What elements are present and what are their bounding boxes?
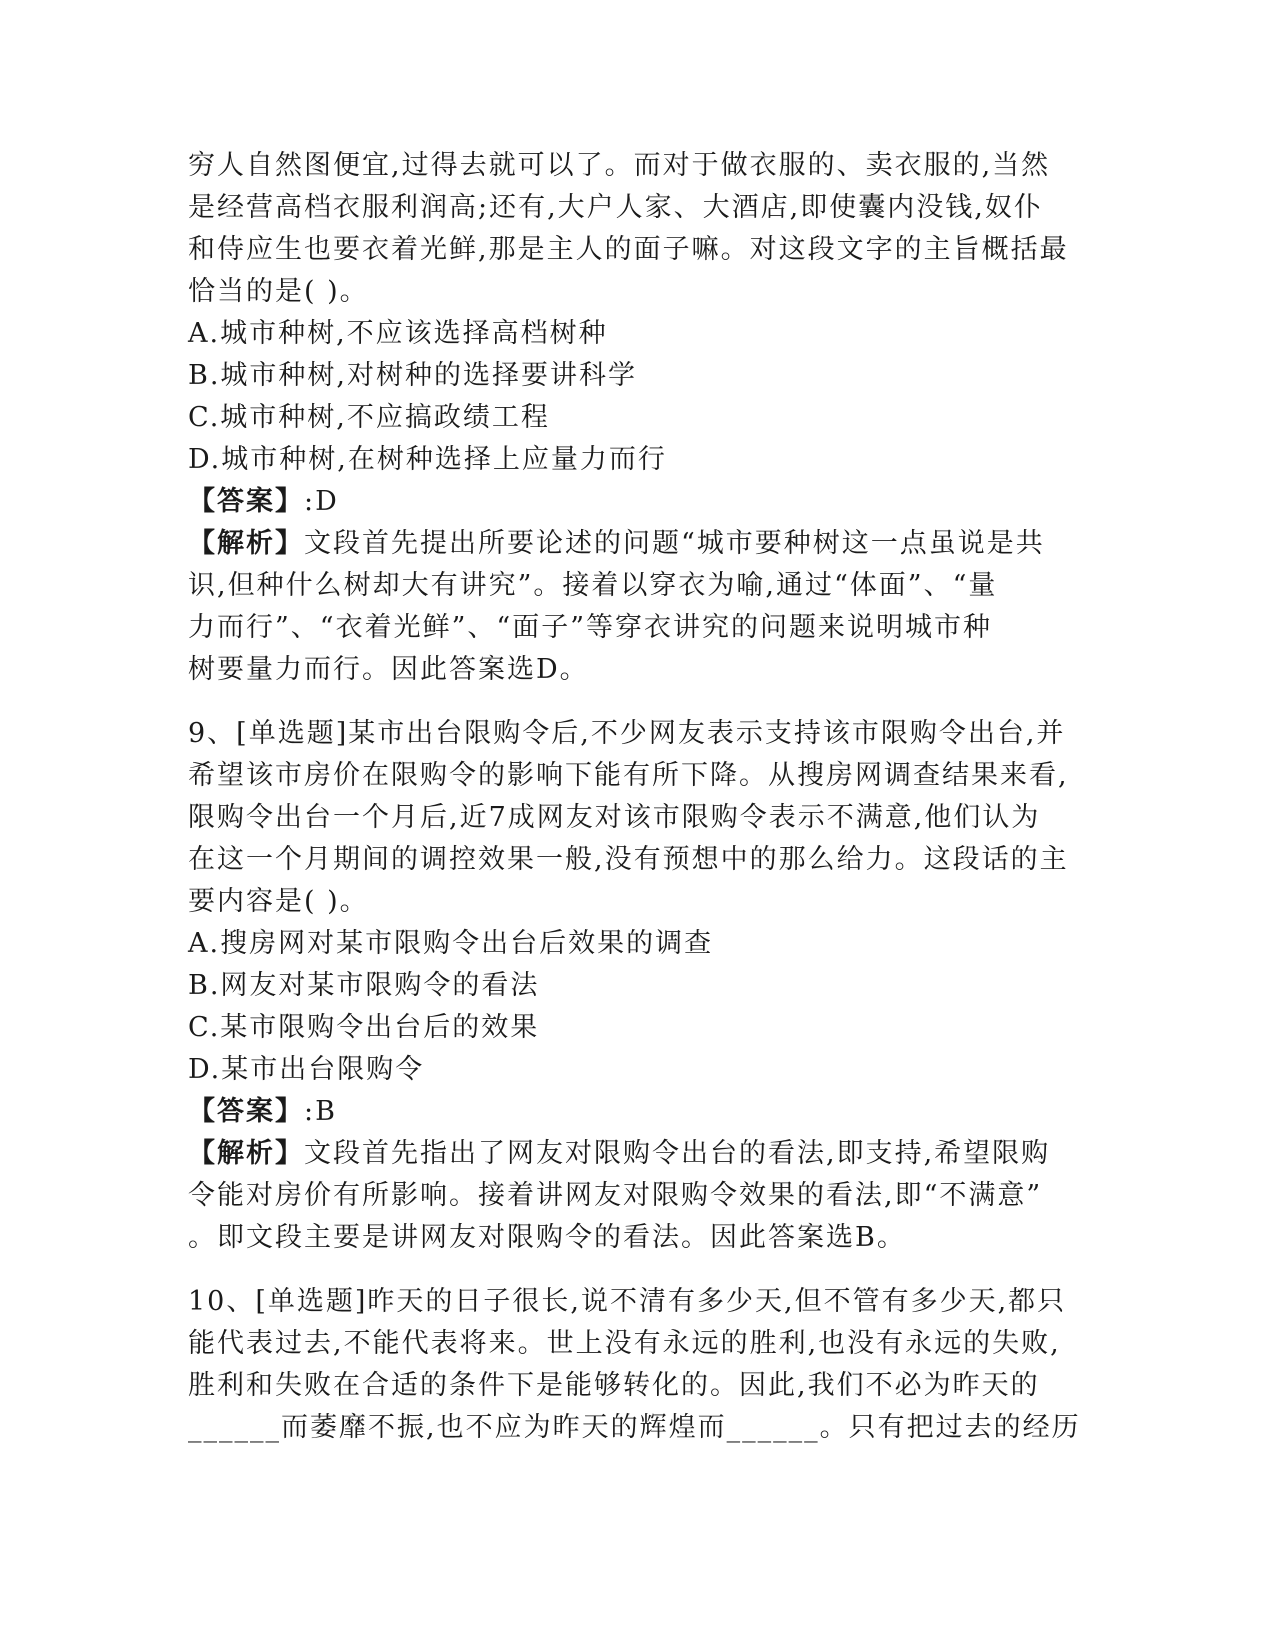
analysis-line: 令能对房价有所影响。接着讲网友对限购令效果的看法,即“不满意” bbox=[188, 1180, 1043, 1211]
answer-value: :B bbox=[304, 1096, 337, 1127]
stem-line: 穷人自然图便宜,过得去就可以了。而对于做衣服的、卖衣服的,当然 bbox=[188, 150, 1051, 181]
question-9-analysis bbox=[188, 1133, 1088, 1259]
option-d: D.某市出台限购令 bbox=[188, 1054, 425, 1085]
question-9-stem bbox=[188, 713, 1088, 923]
option-a: A.搜房网对某市限购令出台后效果的调查 bbox=[188, 928, 714, 959]
question-8-stem bbox=[188, 145, 1088, 313]
option-b: B.城市种树,对树种的选择要讲科学 bbox=[188, 360, 638, 391]
option-c: C.城市种树,不应搞政绩工程 bbox=[188, 402, 550, 433]
option-c: C.某市限购令出台后的效果 bbox=[188, 1012, 540, 1043]
stem-line: 希望该市房价在限购令的影响下能有所下降。从搜房网调查结果来看, bbox=[188, 760, 1069, 791]
analysis-label: 【解析】 bbox=[188, 528, 304, 559]
stem-line: 要内容是( )。 bbox=[188, 886, 369, 917]
analysis-line: 树要量力而行。因此答案选D。 bbox=[188, 654, 589, 685]
answer-label: 【答案】 bbox=[188, 1096, 304, 1127]
stem-line: 是经营高档衣服利润高;还有,大户人家、大酒店,即使囊内没钱,奴仆 bbox=[188, 192, 1043, 223]
analysis-label: 【解析】 bbox=[188, 1138, 304, 1169]
question-8-analysis bbox=[188, 523, 1088, 691]
question-9-options bbox=[188, 923, 1088, 1091]
stem-line: 和侍应生也要衣着光鲜,那是主人的面子嘛。对这段文字的主旨概括最 bbox=[188, 234, 1069, 265]
stem-line: 胜利和失败在合适的条件下是能够转化的。因此,我们不必为昨天的 bbox=[188, 1370, 1040, 1401]
stem-line: 9、[单选题]某市出台限购令后,不少网友表示支持该市限购令出台,并 bbox=[188, 718, 1066, 749]
question-8-options bbox=[188, 313, 1088, 481]
stem-line: 能代表过去,不能代表将来。世上没有永远的胜利,也没有永远的失败, bbox=[188, 1328, 1061, 1359]
analysis-line: 文段首先提出所要论述的问题“城市要种树这一点虽说是共 bbox=[304, 528, 1045, 559]
option-a: A.城市种树,不应该选择高档树种 bbox=[188, 318, 608, 349]
analysis-line: 识,但种什么树却大有讲究”。接着以穿衣为喻,通过“体面”、“量 bbox=[188, 570, 998, 601]
analysis-line: 文段首先指出了网友对限购令出台的看法,即支持,希望限购 bbox=[304, 1138, 1051, 1169]
analysis-line: 。即文段主要是讲网友对限购令的看法。因此答案选B。 bbox=[188, 1222, 906, 1253]
question-9-answer bbox=[188, 1091, 1088, 1133]
stem-line: 10、[单选题]昨天的日子很长,说不清有多少天,但不管有多少天,都只 bbox=[188, 1286, 1067, 1317]
document-page bbox=[188, 145, 1088, 1449]
question-8-answer bbox=[188, 481, 1088, 523]
stem-line: 恰当的是( )。 bbox=[188, 276, 369, 307]
question-10-stem bbox=[188, 1281, 1088, 1449]
stem-line: 在这一个月期间的调控效果一般,没有预想中的那么给力。这段话的主 bbox=[188, 844, 1069, 875]
analysis-line: 力而行”、“衣着光鲜”、“面子”等穿衣讲究的问题来说明城市种 bbox=[188, 612, 993, 643]
option-b: B.网友对某市限购令的看法 bbox=[188, 970, 540, 1001]
option-d: D.城市种树,在树种选择上应量力而行 bbox=[188, 444, 667, 475]
answer-value: :D bbox=[304, 486, 339, 517]
stem-line: 限购令出台一个月后,近7成网友对该市限购令表示不满意,他们认为 bbox=[188, 802, 1041, 833]
answer-label: 【答案】 bbox=[188, 486, 304, 517]
stem-line: ______而萎靡不振,也不应为昨天的辉煌而______。只有把过去的经历 bbox=[188, 1412, 1081, 1443]
